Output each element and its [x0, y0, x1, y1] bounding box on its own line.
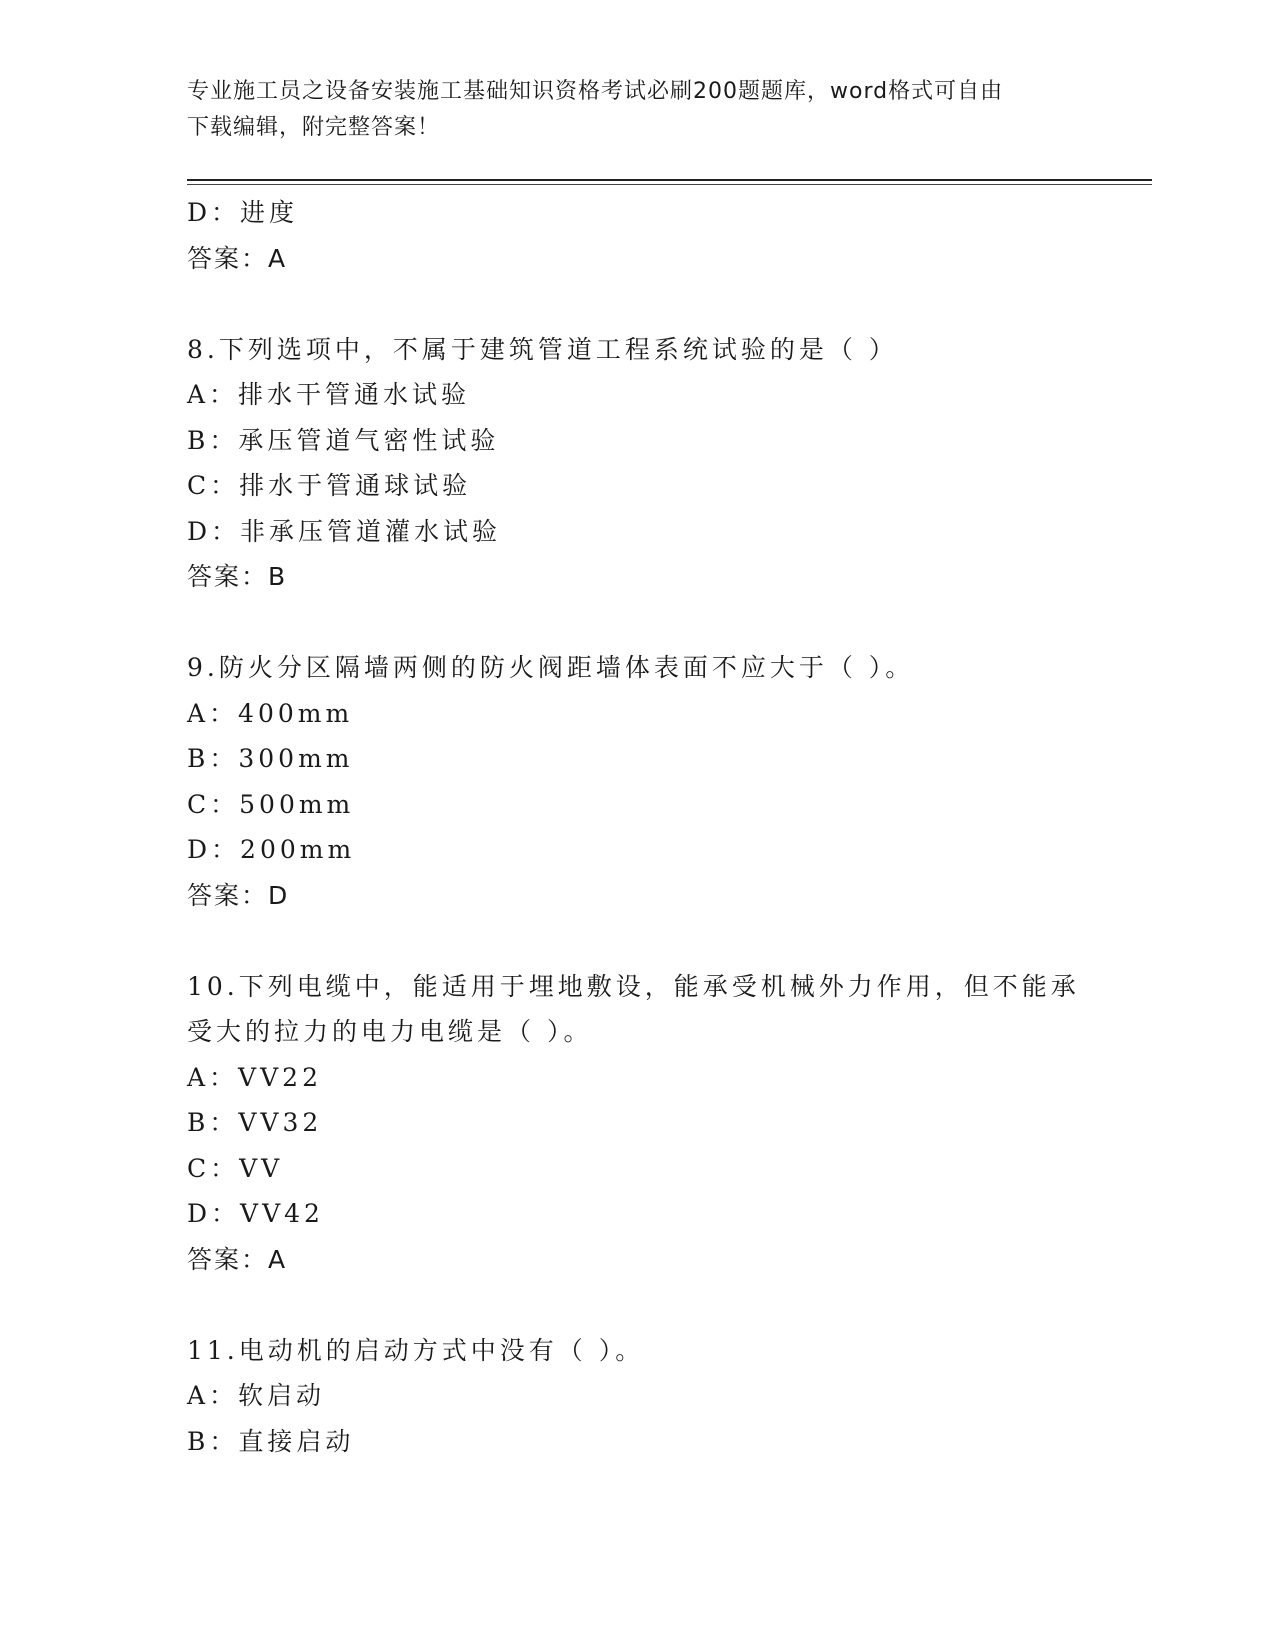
question-text-line-2: 受大的拉力的电力电缆是（ ）。: [187, 1017, 593, 1046]
document-header: [187, 74, 1067, 146]
question-block-9: [187, 645, 1087, 918]
option-a: A：400mm: [187, 698, 354, 728]
spacer: [187, 600, 1087, 646]
question-block-10: [187, 964, 1087, 1283]
question-text-line-1: 10.下列电缆中，能适用于埋地敷设，能承受机械外力作用，但不能承: [187, 971, 1080, 1001]
option-a: A：软启动: [187, 1381, 326, 1410]
header-divider-thin: [187, 184, 1152, 185]
question-block-prev: [187, 190, 1087, 281]
question-text: 9.防火分区隔墙两侧的防火阀距墙体表面不应大于（ ）。: [187, 653, 915, 682]
answer-line: 答案：A: [187, 243, 288, 273]
option-b: B：直接启动: [187, 1426, 355, 1456]
question-text: 11.电动机的启动方式中没有（ ）。: [187, 1335, 645, 1365]
option-d: D：非承压管道灌水试验: [187, 516, 502, 546]
question-list: [187, 190, 1087, 1464]
option-c: C：排水于管通球试验: [187, 471, 472, 500]
header-line-2: 下载编辑，附完整答案！: [187, 115, 441, 140]
spacer: [187, 918, 1087, 964]
option-b: B：承压管道气密性试验: [187, 425, 500, 455]
spacer: [187, 281, 1087, 327]
option-d: D：200mm: [187, 835, 356, 864]
option-a: A：排水干管通水试验: [187, 380, 471, 409]
option-b: B：VV32: [187, 1108, 323, 1137]
option-b: B：300mm: [187, 744, 354, 773]
answer-line: 答案：A: [187, 1244, 288, 1274]
question-block-8: [187, 327, 1087, 600]
option-a: A：VV22: [187, 1062, 322, 1092]
answer-line: 答案：D: [187, 880, 290, 910]
spacer: [187, 1282, 1087, 1328]
question-text: 8.下列选项中，不属于建筑管道工程系统试验的是（ ）: [187, 334, 898, 364]
option-d: D：VV42: [187, 1199, 324, 1228]
answer-line: 答案：B: [187, 562, 288, 591]
question-block-11: [187, 1328, 1087, 1465]
option-c: C：500mm: [187, 789, 355, 819]
header-divider-thick: [187, 179, 1152, 181]
option-d: D：进度: [187, 198, 299, 227]
header-line-1: 专业施工员之设备安装施工基础知识资格考试必刷200题题库，word格式可自由: [187, 79, 1004, 104]
option-c: C：VV: [187, 1153, 284, 1183]
